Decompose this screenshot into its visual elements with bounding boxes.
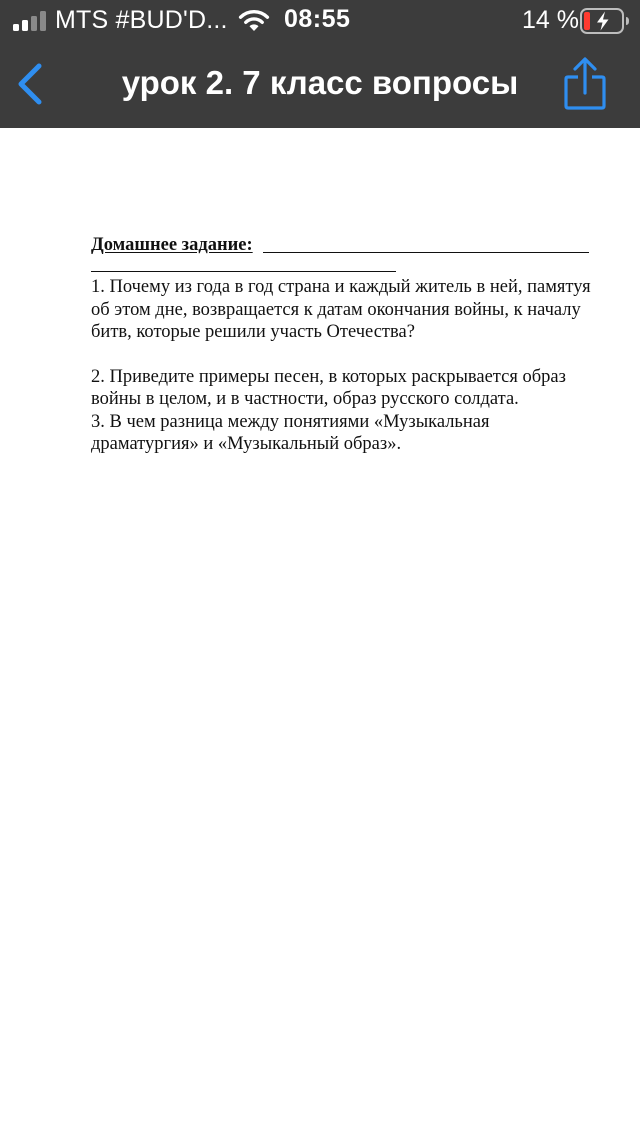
chevron-left-icon[interactable] (12, 60, 48, 108)
wifi-icon (237, 9, 271, 33)
top-bar (0, 0, 640, 128)
battery-percent: 14 % (522, 6, 579, 34)
paragraph-gap (91, 344, 596, 366)
document-view[interactable] (0, 128, 640, 1136)
nav-bar (0, 40, 640, 128)
status-time: 08:55 (284, 5, 351, 33)
page-title: урок 2. 7 класс вопросы (121, 64, 519, 101)
question-2: 2. Приведите примеры песен, в которых раскрывается образ войны в целом, и в частности, образ русского солдата. (91, 366, 566, 409)
homework-heading: Домашнее задание: (91, 235, 253, 255)
status-bar (0, 0, 640, 40)
document-content (91, 234, 596, 456)
share-icon[interactable] (562, 56, 608, 112)
signal-icon (13, 11, 47, 31)
heading-underline (263, 252, 589, 253)
blank-line (91, 257, 396, 272)
homework-heading-line (91, 234, 596, 257)
carrier-name: MTS #BUD'D... (55, 6, 228, 34)
question-1: 1. Почему из года в год страна и каждый житель в ней, памятуя об этом дне, возвращается к датам окончания войны, к началу битв, которые решили участь Отечества? (91, 277, 591, 342)
battery-charging-icon (580, 8, 630, 34)
question-3: 3. В чем разница между понятиями «Музыкальная драматургия» и «Музыкальный образ». (91, 411, 490, 454)
